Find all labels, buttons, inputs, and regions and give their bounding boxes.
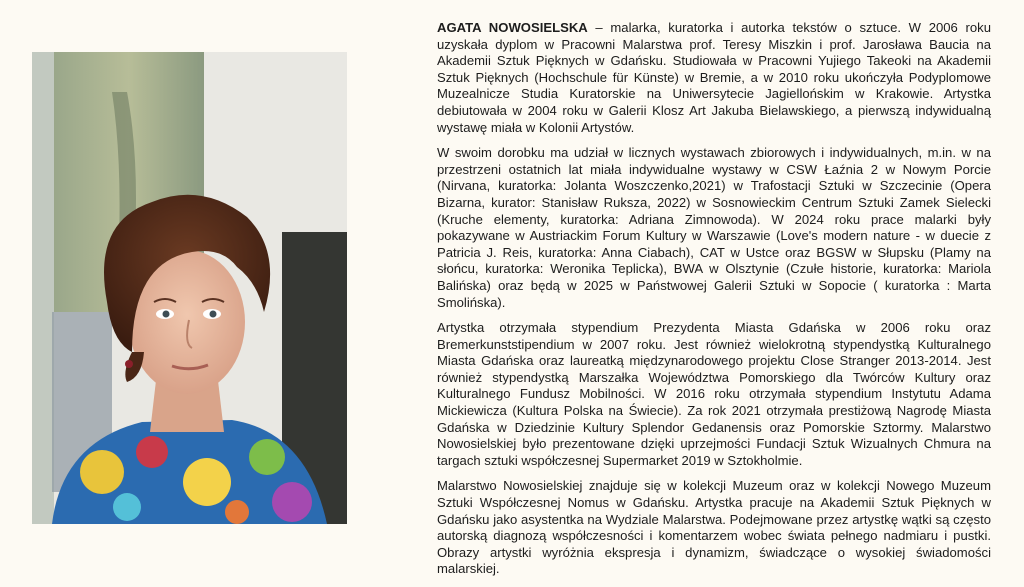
bio-paragraph-1 xyxy=(437,20,991,136)
portrait-illustration xyxy=(32,52,347,524)
bio-paragraph-4: Malarstwo Nowosielskiej znajduje się w kolekcji Muzeum oraz w kolekcji Nowego Muzeum Sztuki Współczesnej Nomus w Gdańsku. Artystka pracuje na Akademii Sztuk Pięknych w Gdańsku jako asystentka na Wydziale Malarstwa. Podejmowane przez artystkę wątki są często autorską diagnozą współczesności i komentarzem wobec świata pełnego nadmiaru i pustki. Obrazy artystki wyróżnia ekspresja i dynamizm, świadczące o wysokiej świadomości malarskiej. xyxy=(437,478,991,577)
artist-name: AGATA NOWOSIELSKA xyxy=(437,20,588,35)
biography-text xyxy=(437,20,991,587)
bio-paragraph-3: Artystka otrzymała stypendium Prezydenta Miasta Gdańska w 2006 roku oraz Bremerkunststipendium w 2007 roku. Jest również wielokrotną stypendystką Kulturalnego Miasta Gdańska oraz laureatką międzynarodowego projektu Close Stranger 2013-2014. Jest również stypendystką Marszałka Województwa Pomorskiego dla Twórców Kultury oraz Kulturalnego Fundusz Mobilności. W 2016 roku otrzymała stypendium Instytutu Adama Mickiewicza (Kultura Polska na Świecie). Za rok 2021 otrzymała prestiżową Nagrodę Miasta Gdańska w Dziedzinie Kultury Splendor Gedanensis oraz Pomorskie Sztormy. Malarstwo Nowosielskiej było prezentowane dzięki uprzejmości Fundacji Sztuk Wizualnych Chmura na targach sztuki współczesnej Supermarket 2019 w Sztokholmie. xyxy=(437,320,991,468)
bio-paragraph-2: W swoim dorobku ma udział w licznych wystawach zbiorowych i indywidualnych, m.in. w na przestrzeni ostatnich lat miała indywidualne wystawy w CSW Łaźnia 2 w Nowym Porcie (Nirvana, kuratorka: Jolanta Woszczenko,2021) w Trafostacji Sztuki w Szczecinie (Opera Bizarna, kurator: Stanisław Ruksza, 2022) w Sosnowieckim Centrum Sztuki Zamek Sielecki (Kruche elementy, kuratorka: Adriana Zimnowoda). W 2024 roku prace malarki były pokazywane w Austriackim Forum Kultury w Warszawie (Love's modern nature - w duecie z Patricia J. Reis, kuratorka: Anna Ciabach), CAT w Ustce oraz BGSW w Słupsku (Plamy na słońcu, kuratorka: Weronika Teplicka), BWA w Olsztynie (Czułe historie, kuratorka: Mariola Balińska) oraz będą w 2025 w Państwowej Galerii Sztuki w Sopocie ( kuratorka : Marta Smolińska). xyxy=(437,145,991,310)
bio-paragraph-1-text: – malarka, kuratorka i autorka tekstów o sztuce. W 2006 roku uzyskała dyplom w Pracowni Malarstwa prof. Teresy Miszkin i prof. Jarosława Baucia na Akademii Sztuk Pięknych w Gdańsku. Studiowała w Pracowni Yujiego Takeoki na Akademii Sztuk Pięknych (Hochschule für Künste) w Bremie, a w 2010 roku ukończyła Podyplomowe Muzealnicze Studia Kuratorskie na Uniwersytecie Jagiellońskim w Krakowie. Artystka debiutowała w 2004 roku w Galerii Klosz Art Jakuba Bielawskiego, a pierwszą indywidualną wystawę miała w Kolonii Artystów. xyxy=(437,20,991,135)
artist-portrait-photo xyxy=(32,52,347,524)
